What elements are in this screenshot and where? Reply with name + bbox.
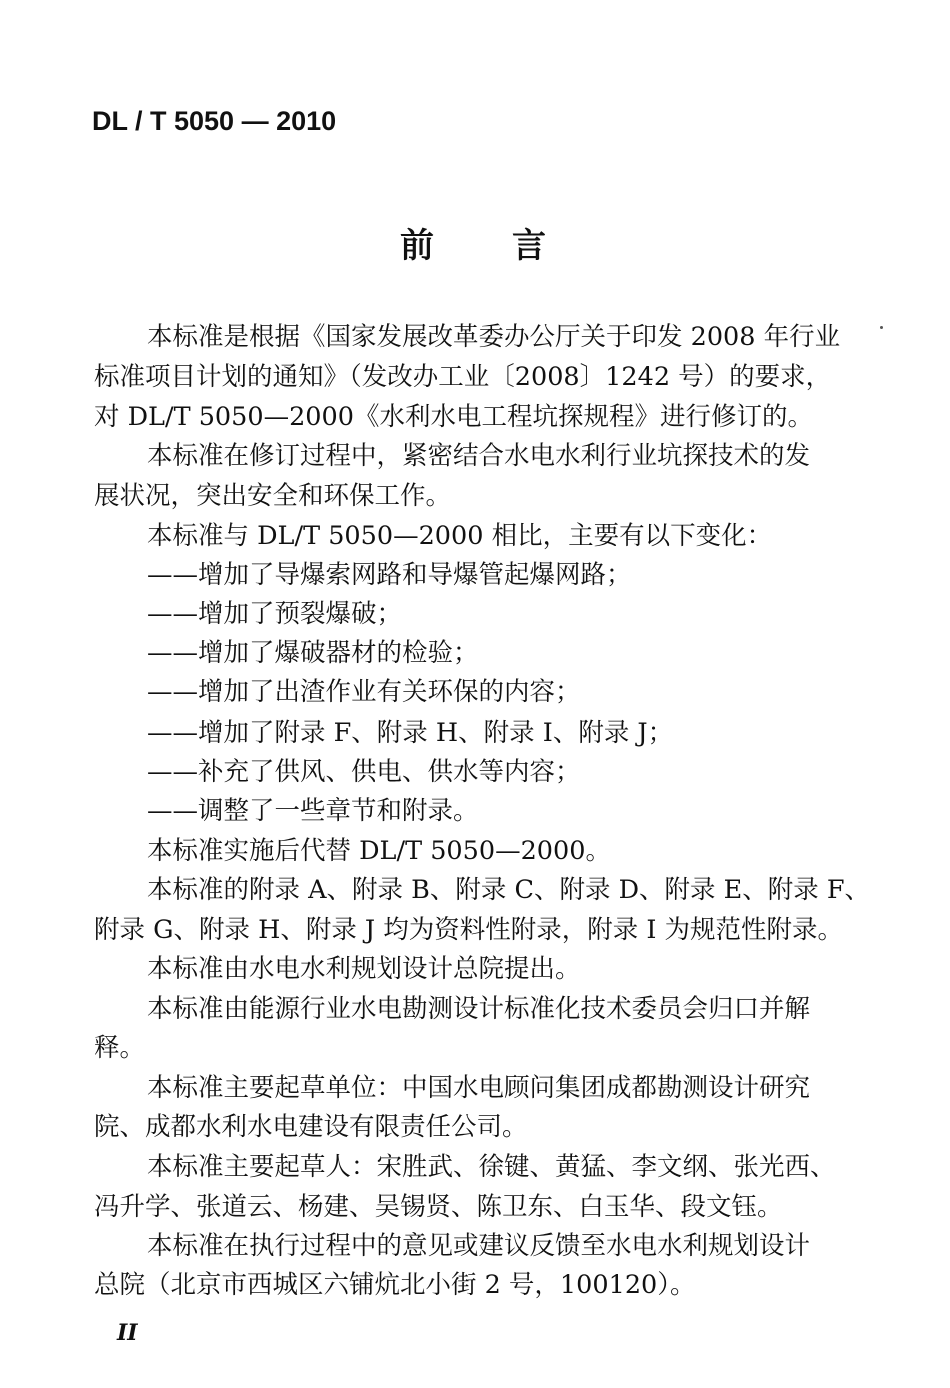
text-line: 附录 G、附录 H、附录 J 均为资料性附录，附录 I 为规范性附录。 (94, 915, 844, 945)
text-line: 对 DL/T 5050—2000《水利水电工程坑探规程》进行修订的。 (94, 402, 813, 432)
text-line: ——增加了导爆索网路和导爆管起爆网路； (147, 560, 632, 590)
text-line: 院、成都水利水电建设有限责任公司。 (94, 1112, 528, 1142)
text-line: 本标准由能源行业水电勘测设计标准化技术委员会归口并解 (147, 994, 811, 1024)
text-line: 本标准主要起草人：宋胜武、徐键、黄猛、李文纲、张光西、 (147, 1152, 836, 1182)
text-line: ——增加了附录 F、附录 H、附录 I、附录 J； (147, 718, 674, 748)
text-line: 本标准与 DL/T 5050—2000 相比，主要有以下变化： (147, 521, 773, 551)
text-line: 释。 (94, 1033, 146, 1063)
text-line: 本标准在修订过程中，紧密结合水电水利行业坑探技术的发 (147, 441, 811, 471)
text-line: 本标准是根据《国家发展改革委办公厅关于印发 2008 年行业 (147, 322, 841, 352)
text-line: 本标准的附录 A、附录 B、附录 C、附录 D、附录 E、附录 F、 (147, 875, 871, 905)
text-line: 展状况，突出安全和环保工作。 (94, 481, 452, 511)
text-line: ——增加了预裂爆破； (147, 599, 403, 629)
text-line: 本标准实施后代替 DL/T 5050—2000。 (147, 836, 611, 866)
text-line: 总院（北京市西城区六铺炕北小街 2 号，100120）。 (94, 1270, 696, 1300)
text-line: ——补充了供风、供电、供水等内容； (147, 757, 581, 787)
text-line: ——调整了一些章节和附录。 (147, 796, 479, 826)
text-line: 本标准在执行过程中的意见或建议反馈至水电水利规划设计 (147, 1231, 811, 1261)
text-line: 标准项目计划的通知》（发改办工业〔2008〕1242 号）的要求， (94, 362, 832, 392)
page-title: 前言 (400, 226, 624, 266)
page-number: II (117, 1320, 138, 1346)
text-line: 本标准主要起草单位：中国水电顾问集团成都勘测设计研究 (147, 1073, 811, 1103)
standard-code: DL / T 5050 — 2010 (92, 106, 337, 136)
text-line: ——增加了爆破器材的检验； (147, 638, 479, 668)
text-line: 冯升学、张道云、杨建、吴锡贤、陈卫东、白玉华、段文钰。 (94, 1192, 783, 1222)
dot-mark (880, 326, 883, 329)
text-line: ——增加了出渣作业有关环保的内容； (147, 677, 581, 707)
text-line: 本标准由水电水利规划设计总院提出。 (147, 954, 581, 984)
